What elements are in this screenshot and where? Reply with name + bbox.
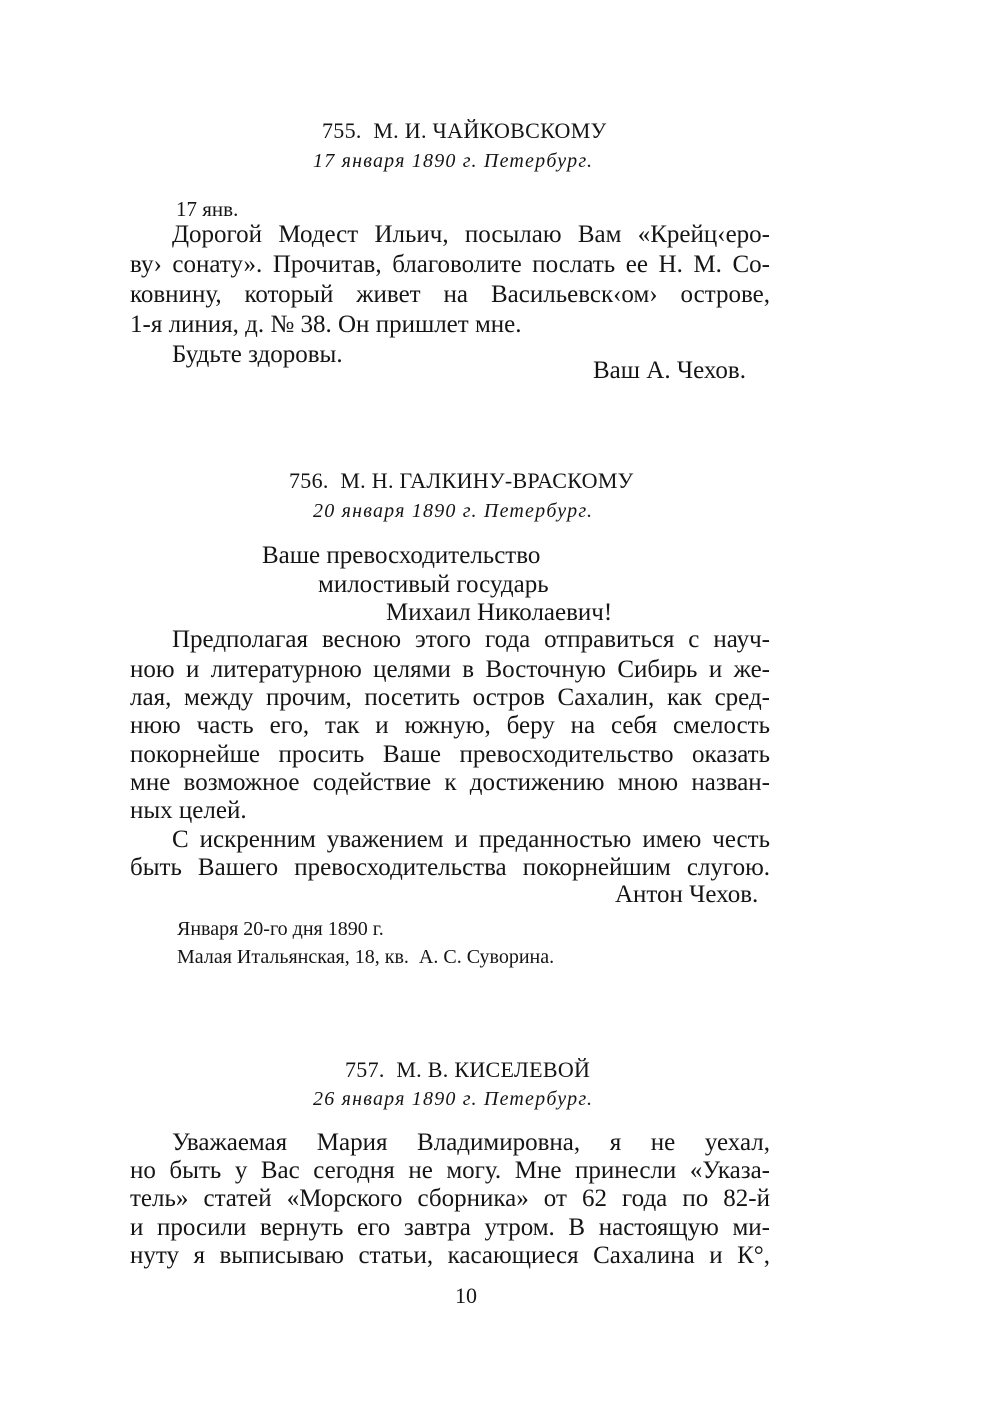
letter-757-dateline: 26 января 1890 г. Петербург. xyxy=(313,1088,594,1110)
letter-755-body-line: ковнину, который живет на Васильевск‹ом› острове, xyxy=(130,281,770,308)
letter-756-salutation-line: Михаил Николаевич! xyxy=(386,599,613,626)
letter-757-body-line: тель» статей «Морского сборника» от 62 года по 82-й xyxy=(130,1185,770,1212)
letter-757-heading xyxy=(345,1057,590,1083)
letter-756-body-line: мне возможное содействие к достижению мною назван- xyxy=(130,769,770,796)
letter-755-heading xyxy=(322,118,606,144)
letter-757-body-line: но быть у Вас сегодня не могу. Мне принесли «Указа- xyxy=(130,1157,770,1184)
letter-756-signature: Антон Чехов. xyxy=(615,881,759,908)
letter-755-body-line: 1-я линия, д. № 38. Он пришлет мне. xyxy=(130,311,522,338)
letter-756-heading xyxy=(289,468,634,494)
letter-addressee: М. И. ЧАЙКОВСКОМУ xyxy=(373,118,607,143)
letter-756-salutation-line: Ваше превосходительство xyxy=(262,542,541,569)
letter-number: 757. xyxy=(345,1057,385,1082)
letter-755-body-line: Дорогой Модест Ильич, посылаю Вам «Крейц‹еро- xyxy=(172,221,770,248)
letter-addressee: М. Н. ГАЛКИНУ-ВРАСКОМУ xyxy=(340,468,634,493)
letter-756-footer-line: Малая Итальянская, 18, кв. А. С. Суворина. xyxy=(177,946,555,968)
letter-756-dateline: 20 января 1890 г. Петербург. xyxy=(313,500,594,522)
letter-755-body-line: Будьте здоровы. xyxy=(172,341,343,368)
letter-addressee: М. В. КИСЕЛЕВОЙ xyxy=(396,1057,591,1082)
letter-756-body-line: Предполагая весною этого года отправиться с науч- xyxy=(172,626,770,653)
letter-756-body-line: С искренним уважением и преданностью имею честь xyxy=(172,826,770,853)
letter-756-body-line: быть Вашего превосходительства покорнейшим слугою. xyxy=(130,854,770,881)
letter-756-footer-line: Января 20-го дня 1890 г. xyxy=(177,918,384,940)
page-number: 10 xyxy=(455,1283,477,1308)
letter-756-body-line: ною и литературною целями в Восточную Сибирь и же- xyxy=(130,656,770,683)
letter-756-body-line: ных целей. xyxy=(130,797,247,824)
letter-755-signature: Ваш А. Чехов. xyxy=(593,357,746,384)
letter-756-salutation-line: милостивый государь xyxy=(318,571,549,598)
letter-757-body-line: Уважаемая Мария Владимировна, я не уехал, xyxy=(172,1129,770,1156)
letter-756-body-line: нюю часть его, так и южную, беру на себя смелость xyxy=(130,712,770,739)
letter-757-body-line: и просили вернуть его завтра утром. В настоящую ми- xyxy=(130,1214,770,1241)
letter-756-body-line: лая, между прочим, посетить остров Сахалин, как сред- xyxy=(130,684,770,711)
letter-755-top-note: 17 янв. xyxy=(176,197,239,221)
letter-755-body-line: ву› сонату». Прочитав, благоволите послать ее Н. М. Со- xyxy=(130,251,770,278)
letter-757-body-line: нуту я выписываю статьи, касающиеся Сахалина и К°, xyxy=(130,1242,770,1269)
letter-756-body-line: покорнейше просить Ваше превосходительство оказать xyxy=(130,741,770,768)
letter-number: 755. xyxy=(322,118,362,143)
letter-number: 756. xyxy=(289,468,329,493)
letter-755-dateline: 17 января 1890 г. Петербург. xyxy=(313,150,594,172)
